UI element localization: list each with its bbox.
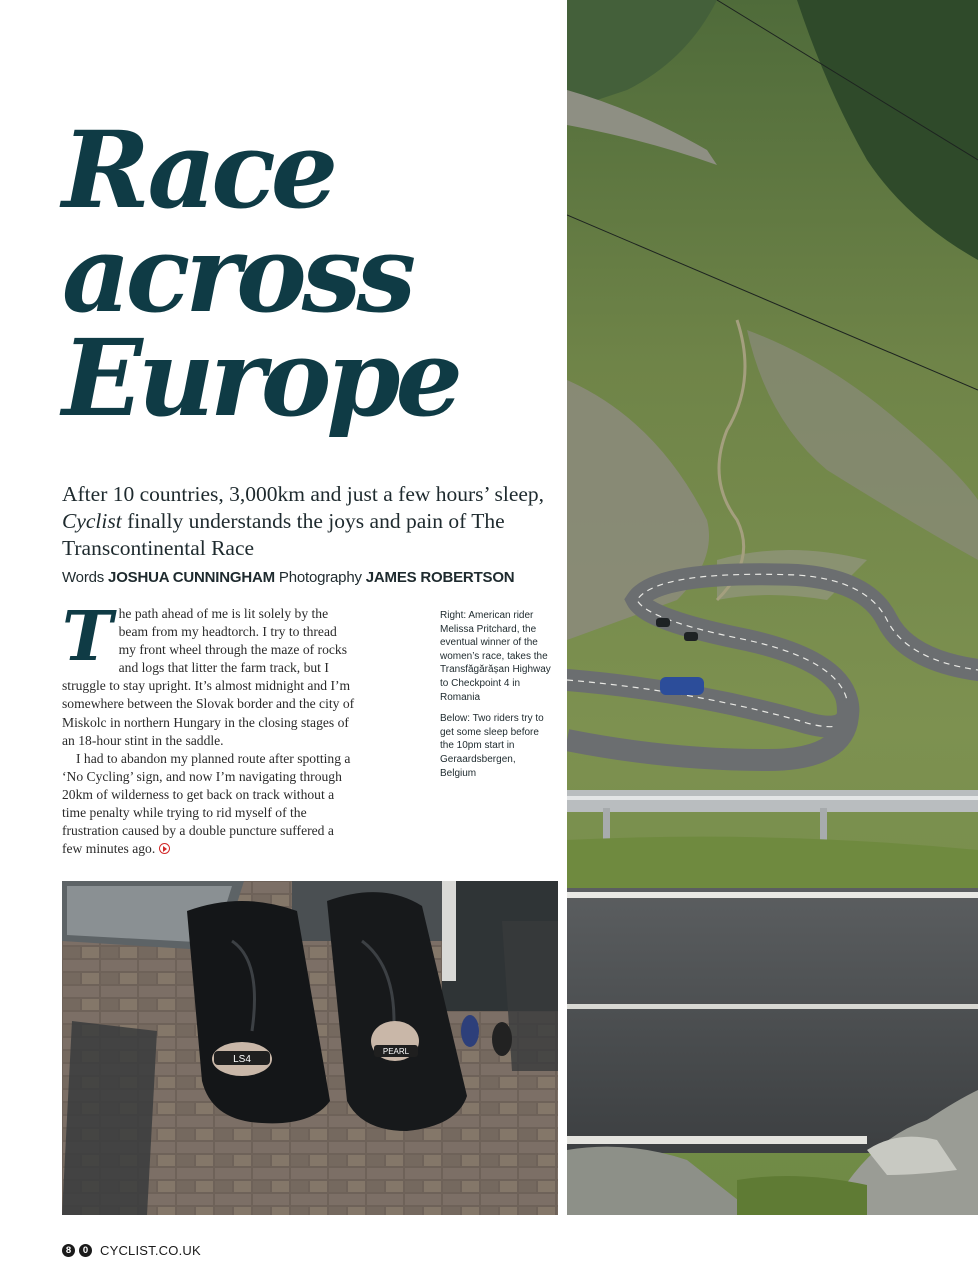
article-body	[62, 597, 357, 858]
caption-right: Right: American rider Melissa Pritchard, the eventual winner of the women’s race, takes the Transfăgărășan Highway to Checkpoint 4 in Romania	[440, 610, 551, 703]
website-url[interactable]: CYCLIST.CO.UK	[100, 1243, 201, 1258]
writer-name: JOSHUA CUNNINGHAM	[108, 569, 275, 586]
drop-cap: T	[62, 597, 113, 677]
page-number-digit-2: 0	[79, 1244, 92, 1257]
body-paragraph-2-text: I had to abandon my planned route after spotting a ‘No Cycling’ sign, and now I’m navigating through 20km of wilderness to get back on track without a time penalty while trying to rid myself of the frustration caused by a double puncture suffered a few minutes ago.	[62, 750, 351, 857]
continue-arrow-icon	[159, 843, 170, 854]
body-paragraph-1	[62, 597, 357, 750]
headline-line-3: Europe	[62, 315, 458, 440]
headline-line-1: Race	[62, 107, 334, 232]
words-label: Words	[62, 569, 105, 586]
body-paragraph-1-text: he path ahead of me is lit solely by the beam from my headtorch. I try to thread my front wheel through the maze of rocks and logs that litter the farm track, but I struggle to stay upright. It’s almost midnight and I’m somewhere between the Slovak border and the city of Miskolc in northern Hungary in the closing stages of an 18-hour stint in the saddle.	[62, 606, 355, 748]
body-paragraph-2	[62, 750, 357, 859]
sleeping-riders-photo	[62, 881, 558, 1215]
mountain-pass-photo	[567, 0, 978, 1215]
sleeping-riders-image	[62, 881, 558, 1215]
photo-captions	[440, 609, 552, 788]
cap-text-left: LS4	[233, 1054, 251, 1065]
caption-below: Below: Two riders try to get some sleep before the 10pm start in Geraardsbergen, Belgium	[440, 713, 544, 779]
cap-text-right: PEARL	[382, 1047, 410, 1056]
photography-label: Photography	[278, 569, 362, 586]
mountain-pass-image	[567, 0, 978, 1215]
standfirst-text-after: finally understands the joys and pain of The Transcontinental Race	[62, 509, 505, 560]
page-footer	[62, 1243, 201, 1258]
headline-line-2: across	[62, 211, 412, 336]
standfirst	[62, 481, 552, 562]
photographer-name: JAMES ROBERTSON	[365, 569, 515, 586]
headline	[62, 107, 458, 440]
standfirst-magazine-name: Cyclist	[62, 509, 122, 533]
standfirst-text-before: After 10 countries, 3,000km and just a few hours’ sleep,	[62, 482, 545, 506]
page-number-digit-1: 8	[62, 1244, 75, 1257]
byline	[62, 569, 562, 586]
